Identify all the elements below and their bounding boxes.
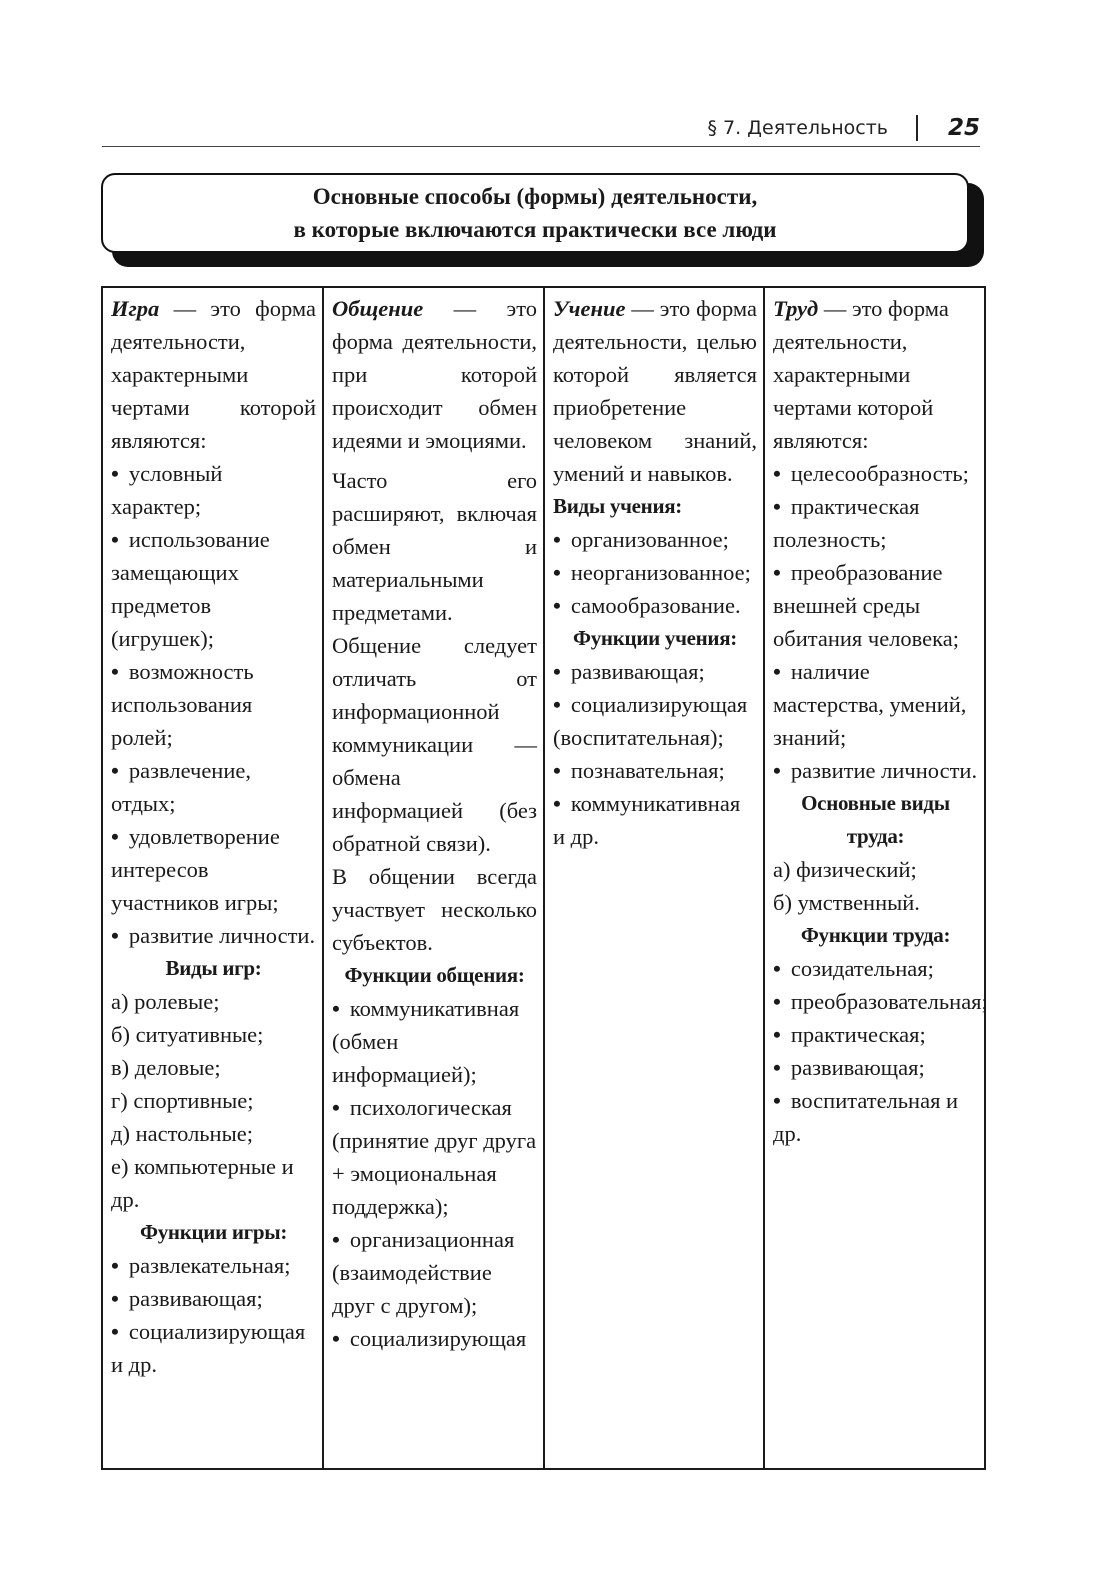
game-term: Игра — [111, 296, 160, 321]
list-item: • воспитательная и др. — [773, 1084, 978, 1150]
labor-functions-heading: Функции труда: — [800, 923, 951, 947]
column-learning — [545, 288, 765, 1468]
list-item: д) настольные; — [111, 1121, 253, 1146]
section-title: § 7. Деятельность — [707, 117, 888, 139]
list-item: • удовлетворение интересов участников игры; — [111, 820, 316, 919]
list-item: • познавательная; — [553, 754, 757, 787]
game-types-heading: Виды игр: — [165, 956, 262, 980]
learning-functions-heading: Функции учения: — [572, 626, 737, 650]
header-divider — [916, 115, 918, 141]
game-definition-text: — это форма деятельности, характерными чертами которой являются: — [111, 296, 316, 453]
communication-note-2: В общении всегда участвует несколько субъектов. — [332, 864, 537, 955]
forms-of-activity-table — [101, 286, 986, 1470]
header-rule — [102, 146, 980, 147]
list-item: • организованное; — [553, 523, 757, 556]
list-item: • развитие личности. — [111, 919, 316, 952]
communication-definition-text: — это форма деятельности, при которой происходит обмен идеями и эмоциями. — [332, 296, 537, 453]
page-number: 25 — [947, 115, 980, 141]
communication-extension: Часто его расширяют, включая обмен и материальными предметами. — [332, 468, 537, 625]
list-item: • наличие мастерства, умений, знаний; — [773, 655, 978, 754]
labor-term: Труд — [773, 296, 819, 321]
communication-definition — [332, 292, 537, 457]
list-item: в) деловые; — [111, 1055, 221, 1080]
list-item: • самообразование. — [553, 589, 757, 622]
list-item: • целесообразность; — [773, 457, 978, 490]
list-item: • психологическая (принятие друг друга + эмоциональная поддержка); — [332, 1091, 537, 1223]
column-labor — [765, 288, 988, 1468]
list-item: • развлечение, отдых; — [111, 754, 316, 820]
labor-definition — [773, 292, 978, 457]
list-item: • использование замещающих предметов (игрушек); — [111, 523, 316, 655]
labor-types-heading: Основные виды труда: — [801, 791, 950, 848]
list-item: • развитие личности. — [773, 754, 978, 787]
column-game — [103, 288, 324, 1468]
list-item: е) компьютерные и др. — [111, 1154, 294, 1212]
list-item: • коммуникативная и др. — [553, 787, 757, 853]
communication-functions-heading: Функции общения: — [344, 963, 525, 987]
learning-definition-text: — это форма деятельности, целью которой является приобретение человеком знаний, умений и навыков. — [553, 296, 757, 486]
page-header — [102, 110, 980, 146]
list-item: • практическая полезность; — [773, 490, 978, 556]
list-item: • развивающая; — [553, 655, 757, 688]
game-definition — [111, 292, 316, 457]
list-item: б) умственный. — [773, 890, 920, 915]
table-title-box — [101, 173, 969, 253]
list-item: • развлекательная; — [111, 1249, 316, 1282]
list-item: • социализирующая и др. — [111, 1315, 316, 1381]
list-item: • созидательная; — [773, 952, 978, 985]
list-item: • развивающая; — [111, 1282, 316, 1315]
list-item: б) ситуативные; — [111, 1022, 264, 1047]
list-item: • развивающая; — [773, 1051, 978, 1084]
learning-term: Учение — [553, 296, 626, 321]
title-line-1: Основные способы (формы) деятельности, — [312, 184, 758, 209]
list-item: • социализирующая (воспитательная); — [553, 688, 757, 754]
list-item: • коммуникативная (обмен информацией); — [332, 992, 537, 1091]
labor-definition-text: — это форма деятельности, характерными чертами которой являются: — [773, 296, 949, 453]
list-item: а) физический; — [773, 857, 917, 882]
list-item: • преобразование внешней среды обитания человека; — [773, 556, 978, 655]
list-item: • условный характер; — [111, 457, 316, 523]
learning-definition — [553, 292, 757, 490]
communication-note-1: Общение следует отличать от информационной коммуникации — обмена информацией (без обратной связи). — [332, 633, 537, 856]
communication-term: Общение — [332, 296, 424, 321]
list-item: а) ролевые; — [111, 989, 220, 1014]
list-item: г) спортивные; — [111, 1088, 254, 1113]
list-item: • преобразовательная; — [773, 985, 978, 1018]
list-item: • неорганизованное; — [553, 556, 757, 589]
title-line-2: в которые включаются практически все люди — [293, 217, 777, 242]
list-item: • социализирующая — [332, 1322, 537, 1355]
list-item: • возможность использования ролей; — [111, 655, 316, 754]
list-item: • практическая; — [773, 1018, 978, 1051]
column-communication — [324, 288, 545, 1468]
list-item: • организационная (взаимодействие друг с другом); — [332, 1223, 537, 1322]
learning-types-heading: Виды учения: — [553, 494, 682, 518]
game-functions-heading: Функции игры: — [139, 1220, 288, 1244]
